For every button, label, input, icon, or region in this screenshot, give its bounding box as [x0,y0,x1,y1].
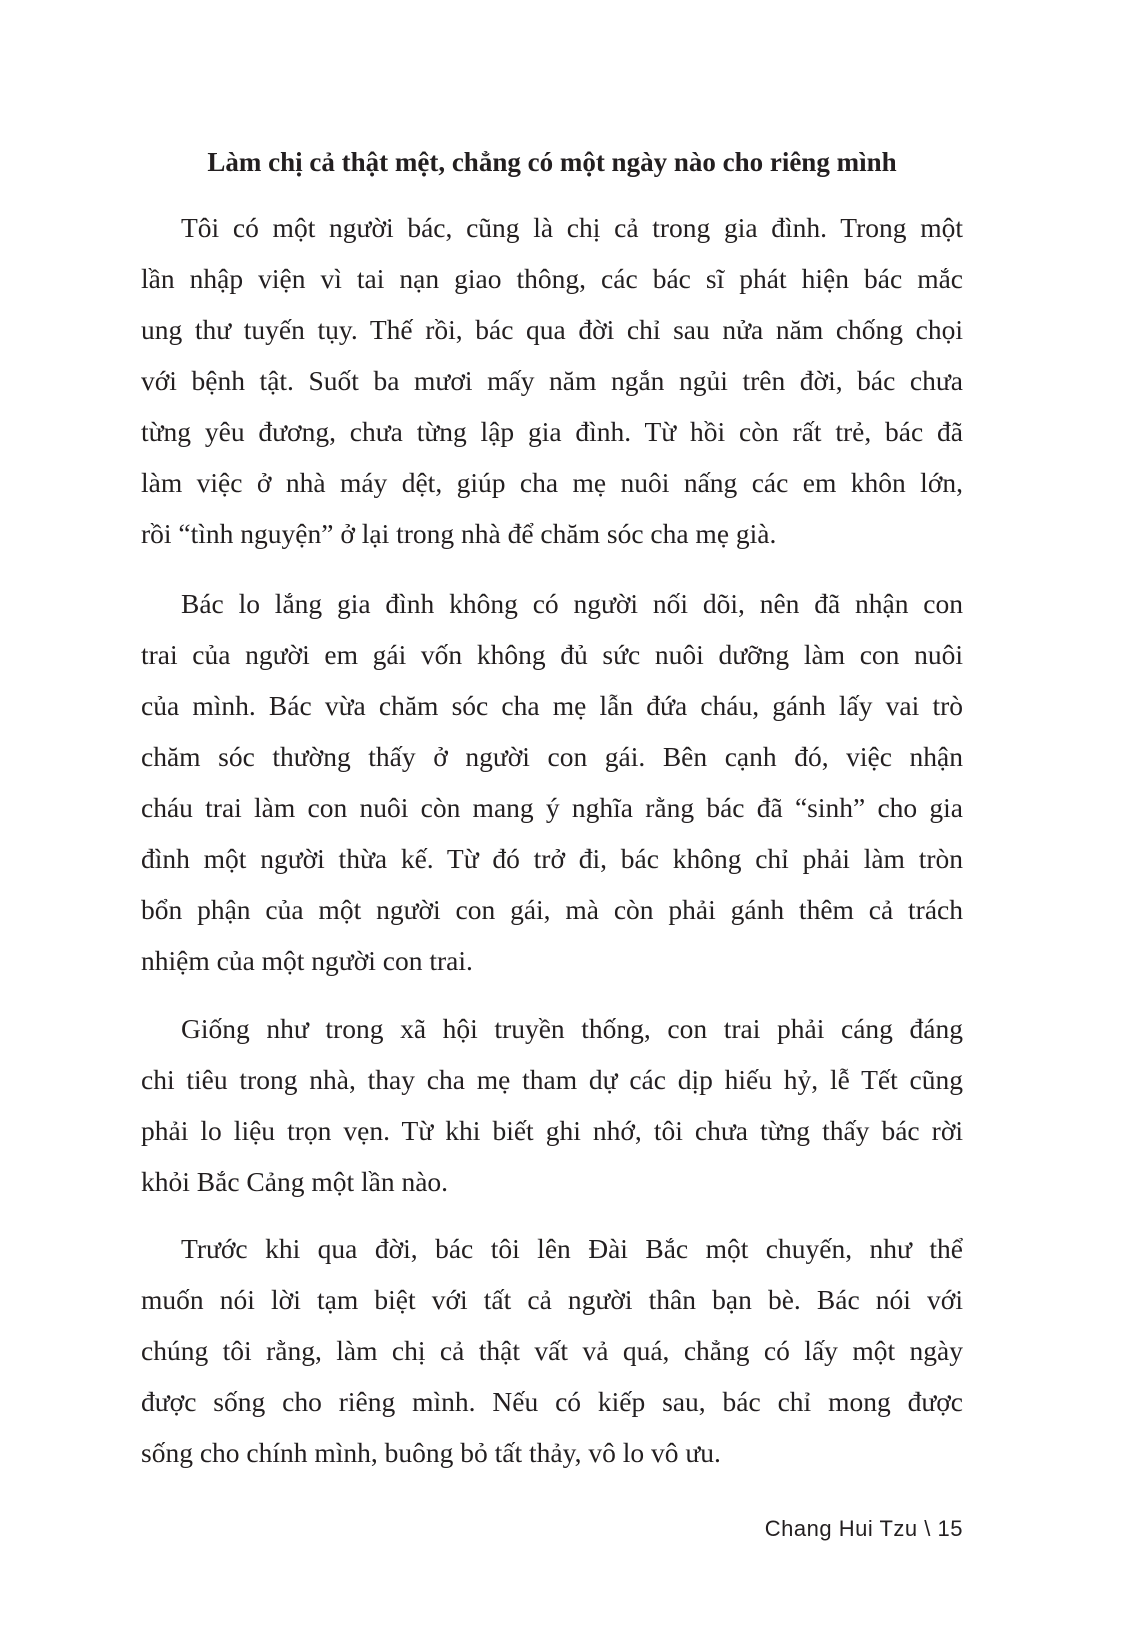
text-line: làm việc ở nhà máy dệt, giúp cha mẹ nuôi nấng các em khôn lớn, [141,467,963,498]
paragraph-2 [141,578,963,986]
text-line: nhiệm của một người con trai. [141,945,473,976]
text-line: từng yêu đương, chưa từng lập gia đình. Từ hồi còn rất trẻ, bác đã [141,416,963,447]
text-line: rồi “tình nguyện” ở lại trong nhà để chăm sóc cha mẹ già. [141,518,777,549]
text-line: phải lo liệu trọn vẹn. Từ khi biết ghi nhớ, tôi chưa từng thấy bác rời [141,1115,963,1146]
paragraph-4 [141,1223,963,1478]
section-heading: Làm chị cả thật mệt, chẳng có một ngày nào cho riêng mình [207,147,897,177]
text-line: sống cho chính mình, buông bỏ tất thảy, vô lo vô ưu. [141,1437,721,1468]
text-line: được sống cho riêng mình. Nếu có kiếp sau, bác chỉ mong được [141,1386,963,1417]
text-line: Bác lo lắng gia đình không có người nối dõi, nên đã nhận con [181,588,963,619]
text-line: chi tiêu trong nhà, thay cha mẹ tham dự các dịp hiếu hỷ, lễ Tết cũng [141,1064,963,1095]
text-line: bổn phận của một người con gái, mà còn phải gánh thêm cả trách [141,894,963,925]
running-footer [765,1516,963,1542]
text-line: ung thư tuyến tụy. Thế rồi, bác qua đời chỉ sau nửa năm chống chọi [141,314,963,345]
text-line: Trước khi qua đời, bác tôi lên Đài Bắc một chuyến, như thể [181,1233,963,1264]
text-line: lần nhập viện vì tai nạn giao thông, các bác sĩ phát hiện bác mắc [141,263,963,294]
text-line: chăm sóc thường thấy ở người con gái. Bên cạnh đó, việc nhận [141,741,963,772]
text-line: Tôi có một người bác, cũng là chị cả trong gia đình. Trong một [181,212,963,243]
page-number: 15 [937,1516,963,1541]
paragraph-3 [141,1003,963,1207]
text-line: cháu trai làm con nuôi còn mang ý nghĩa rằng bác đã “sinh” cho gia [141,792,963,823]
text-line: của mình. Bác vừa chăm sóc cha mẹ lẫn đứa cháu, gánh lấy vai trò [141,690,963,721]
paragraph-1 [141,202,963,559]
text-line: khỏi Bắc Cảng một lần nào. [141,1166,449,1197]
text-line: muốn nói lời tạm biệt với tất cả người thân bạn bè. Bác nói với [141,1284,963,1315]
footer-separator: \ [924,1516,931,1541]
text-line: chúng tôi rằng, làm chị cả thật vất vả quá, chẳng có lấy một ngày [141,1335,963,1366]
text-line: trai của người em gái vốn không đủ sức nuôi dưỡng làm con nuôi [141,639,963,670]
text-line: Giống như trong xã hội truyền thống, con trai phải cáng đáng [181,1013,963,1044]
text-line: đình một người thừa kế. Từ đó trở đi, bác không chỉ phải làm tròn [141,843,963,874]
text-line: với bệnh tật. Suốt ba mươi mấy năm ngắn ngủi trên đời, bác chưa [141,365,963,396]
footer-author: Chang Hui Tzu [764,1516,918,1541]
